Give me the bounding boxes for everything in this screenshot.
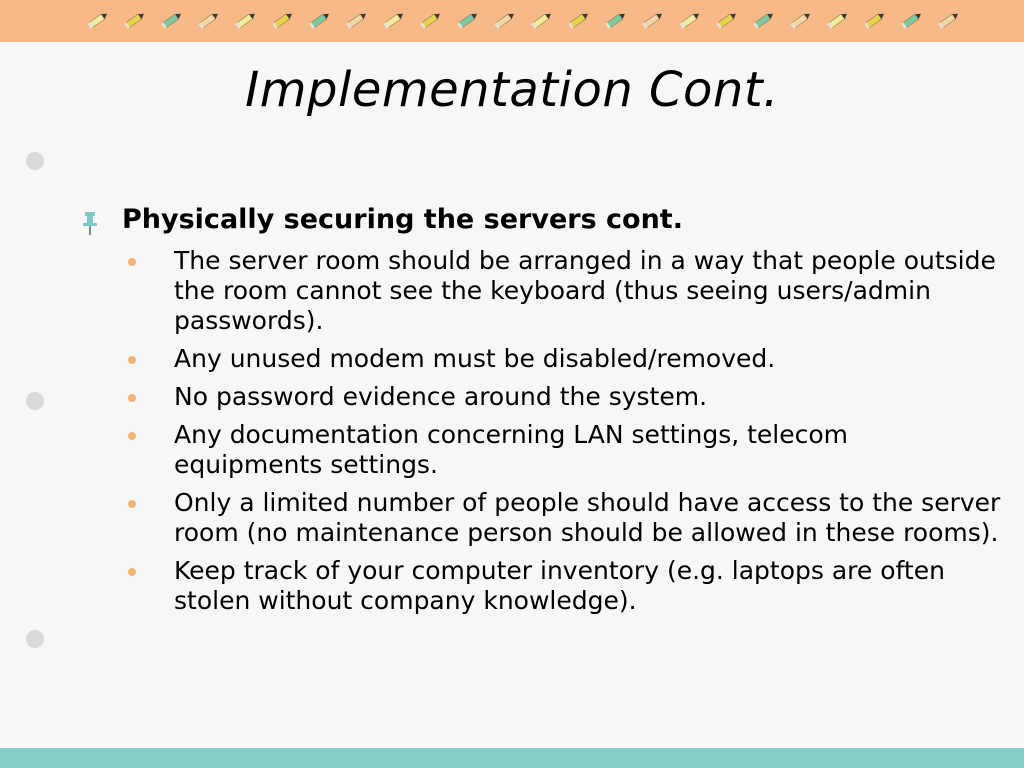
pencil-icon <box>938 11 959 29</box>
pencil-icon <box>753 11 774 29</box>
pencil-icon <box>901 11 922 29</box>
bullet-dot-icon <box>128 258 136 266</box>
list-item <box>124 488 1004 548</box>
bullet-dot-icon <box>128 500 136 508</box>
pencil-icon <box>568 11 589 29</box>
pencil-icon <box>124 11 145 29</box>
list-item <box>124 344 1004 374</box>
pencil-icon <box>790 11 811 29</box>
pushpin-icon <box>82 210 98 236</box>
pencil-icon <box>605 11 626 29</box>
pencil-icon <box>87 11 108 29</box>
pencil-icon <box>420 11 441 29</box>
side-dot-decoration <box>26 152 44 170</box>
pencil-border <box>0 0 1024 42</box>
list-item <box>124 382 1004 412</box>
bullet-dot-icon <box>128 356 136 364</box>
bottom-decoration-band <box>0 748 1024 768</box>
bullet-text: Any documentation concerning LAN settings, telecom equipments settings. <box>174 420 849 479</box>
slide-heading: Physically securing the servers cont. <box>122 204 683 235</box>
pencil-icon <box>642 11 663 29</box>
list-item <box>124 246 1004 336</box>
bullet-text: No password evidence around the system. <box>174 382 708 411</box>
bullet-text: The server room should be arranged in a way that people outside the room cannot see the keyboard (thus seeing users/admin passwords). <box>174 246 996 335</box>
list-item <box>124 420 1004 480</box>
slide-title: Implementation Cont. <box>245 62 779 118</box>
pencil-icon <box>235 11 256 29</box>
pencil-icon <box>161 11 182 29</box>
pencil-icon <box>309 11 330 29</box>
bullet-dot-icon <box>128 394 136 402</box>
pencil-icon <box>346 11 367 29</box>
bullet-dot-icon <box>128 568 136 576</box>
bullet-text: Keep track of your computer inventory (e.g. laptops are often stolen without company knowledge). <box>174 556 945 615</box>
pencil-icon <box>716 11 737 29</box>
pencil-icon <box>272 11 293 29</box>
bullet-text: Only a limited number of people should have access to the server room (no maintenance person should be allowed in these rooms). <box>174 488 1001 547</box>
side-dot-decoration <box>26 630 44 648</box>
pencil-icon <box>827 11 848 29</box>
list-item <box>124 556 1004 616</box>
side-dot-decoration <box>26 392 44 410</box>
pencil-icon <box>457 11 478 29</box>
pencil-icon <box>494 11 515 29</box>
bullet-text: Any unused modem must be disabled/removed. <box>174 344 776 373</box>
pencil-icon <box>531 11 552 29</box>
bullet-list <box>124 246 1004 624</box>
pencil-icon <box>198 11 219 29</box>
pencil-icon <box>383 11 404 29</box>
bullet-dot-icon <box>128 432 136 440</box>
pencil-icon <box>864 11 885 29</box>
top-decoration-band <box>0 0 1024 42</box>
pencil-icon <box>679 11 700 29</box>
